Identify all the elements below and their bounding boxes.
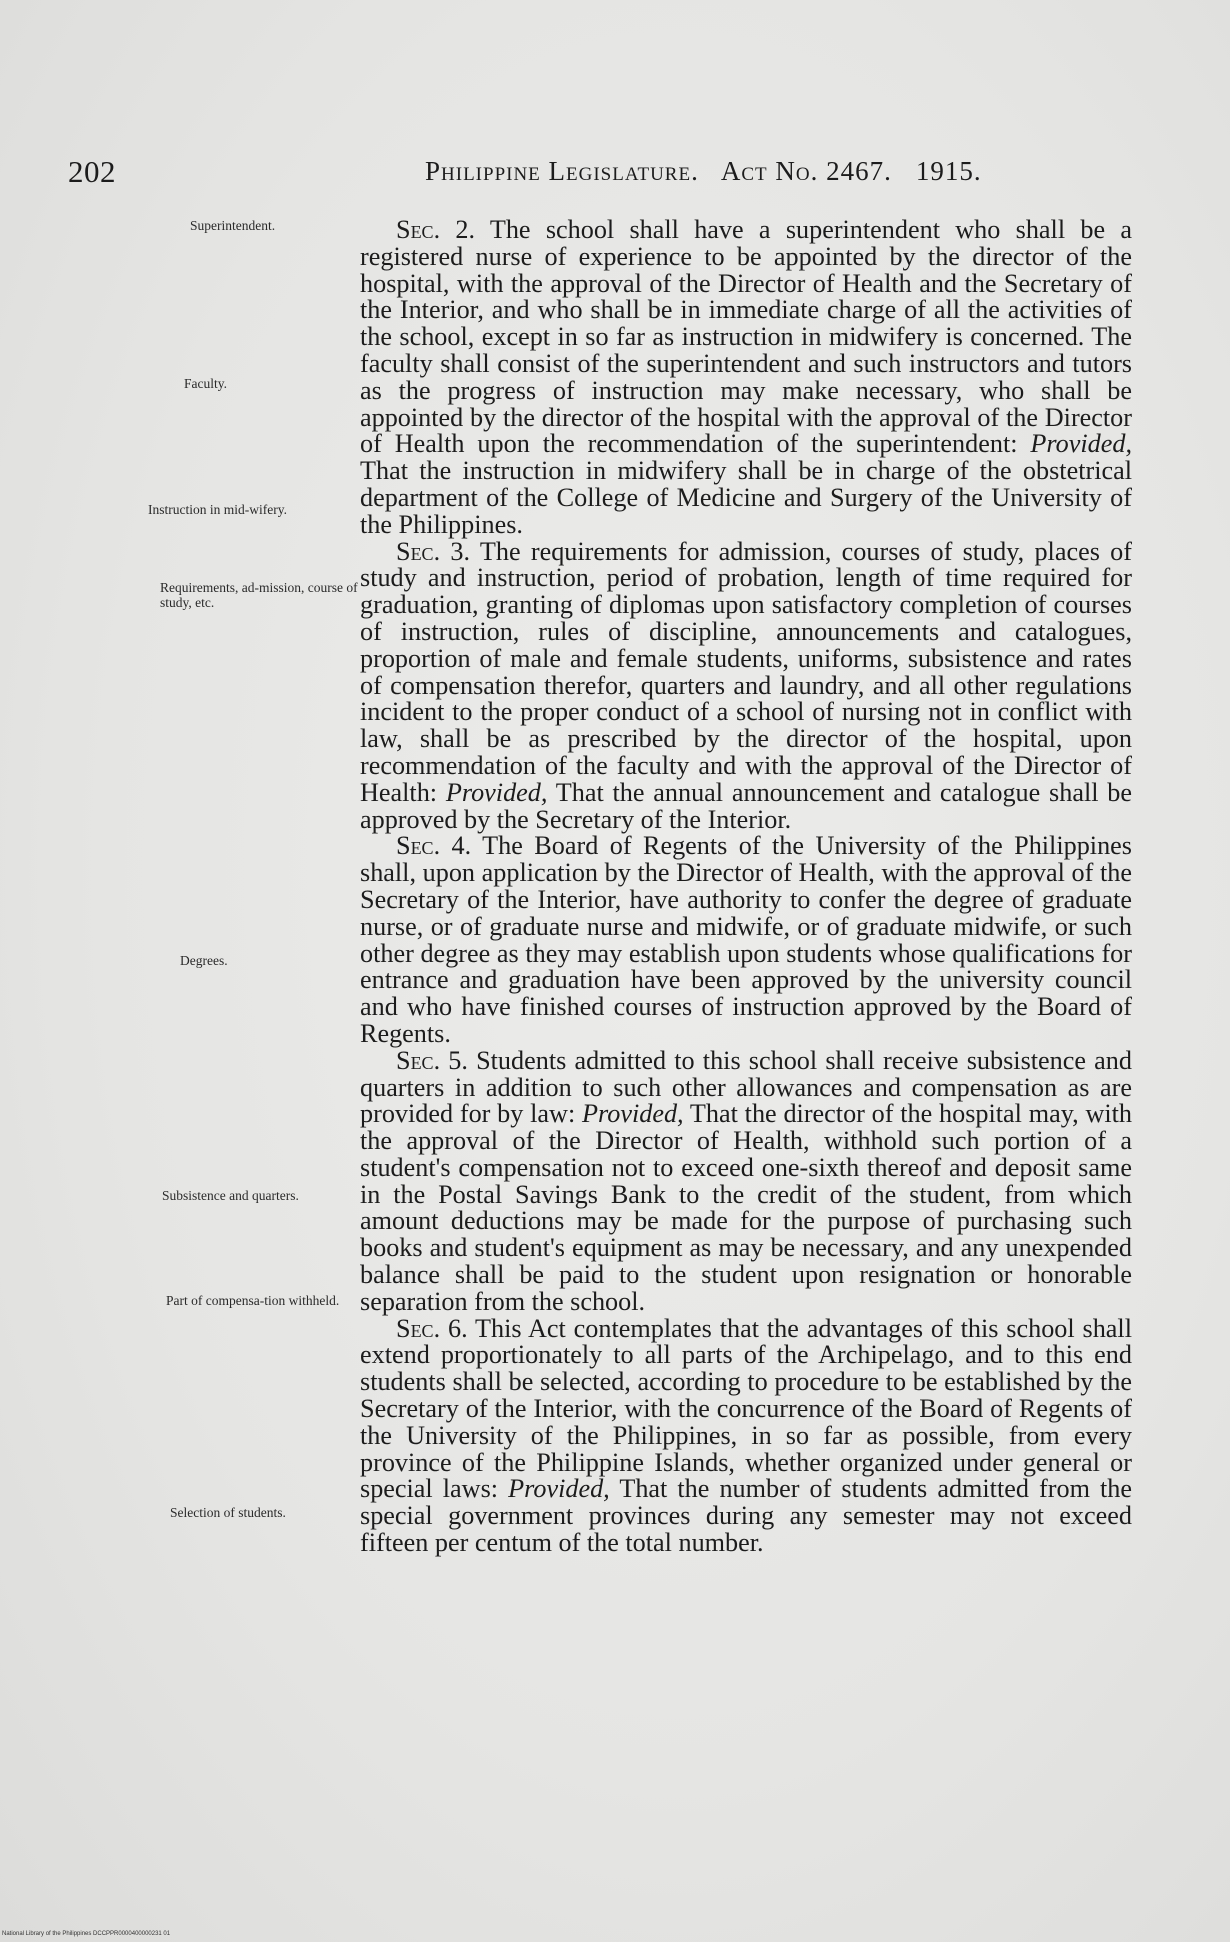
margin-note-superintendent: Superintendent. xyxy=(190,218,276,233)
section-text: This Act contemplates that the advantages of this school shall extend proportionately to all parts of the Archipelago, and to this end students shall be selected, according to procedure to be established by the Secretary of the Interior, with the concurrence of the Board of Regents of the University of the Philippines, in so far as possible, from every province of the Philippine Islands, whether organized under general or special laws: xyxy=(360,1313,1132,1504)
running-head-year: 1915. xyxy=(915,156,982,186)
section-4 xyxy=(360,833,1132,1047)
section-label: Sec. 6. xyxy=(396,1313,468,1343)
proviso: Provided, xyxy=(1030,429,1132,459)
margin-note-selection-students: Selection of students. xyxy=(170,1505,286,1520)
section-text-continued: That the annual announcement and catalogue shall be approved by the Secretary of the Interior. xyxy=(360,777,1132,834)
margin-note-requirements: Requirements, ad-mission, course of study, etc. xyxy=(160,580,358,610)
section-text: The requirements for admission, courses of study, places of study and instruction, period of probation, length of time required for graduation, granting of diplomas upon satisfactory completion of courses of instruction, rules of discipline, announcements and catalogues, proportion of male and female students, uniforms, subsistence and rates of compensation therefor, quarters and laundry, and all other regulations incident to the proper conduct of a school of nursing not in conflict with law, shall be as prescribed by the director of the hospital, upon recommendation of the faculty and with the approval of the Director of Health: xyxy=(360,536,1132,807)
section-2 xyxy=(360,217,1132,539)
section-label: Sec. 4. xyxy=(396,831,472,861)
section-label: Sec. 5. xyxy=(396,1045,468,1075)
section-label: Sec. 2. xyxy=(396,215,476,244)
running-head xyxy=(425,156,982,187)
margin-note-faculty: Faculty. xyxy=(184,376,227,391)
section-text-continued: That the director of the hospital may, with the approval of the Director of Health, withhold such portion of a student's compensation not to exceed one-sixth thereof and deposit same in the Postal Savings Bank to the credit of the student, from which amount deductions may be made for the purpose of purchasing such books and student's equipment as may be necessary, and any unexpended balance shall be paid to the student upon resignation or honorable separation from the school. xyxy=(360,1099,1133,1316)
page-number: 202 xyxy=(68,154,116,189)
section-text: The Board of Regents of the University of the Philippines shall, upon application by the Director of Health, with the approval of the Secretary of the Interior, have authority to confer the degree of graduate nurse, or of graduate nurse and midwife, or of graduate midwife, or such other degree as they may establish upon students whose qualifications for entrance and graduation have been approved by the university council and who have finished courses of instruction approved by the Board of Regents. xyxy=(360,831,1132,1048)
section-6 xyxy=(360,1313,1133,1558)
section-label: Sec. 3. xyxy=(396,536,471,566)
proviso: Provided, xyxy=(508,1474,610,1504)
scan-footer: National Library of the Philippines DCCPPR0000400000231 01 xyxy=(2,1931,171,1937)
act-body-text xyxy=(360,217,1132,1557)
running-head-title: Philippine Legislature. xyxy=(425,156,699,186)
margin-note-compensation-withheld: Part of compensa-tion withheld. xyxy=(166,1293,340,1308)
proviso: Provided, xyxy=(445,777,548,807)
section-text-continued: That the number of students admitted from the special government provinces during any semester may not exceed fifteen per centum of the total number. xyxy=(360,1474,1133,1558)
margin-note-subsistence: Subsistence and quarters. xyxy=(162,1188,299,1203)
proviso: Provided, xyxy=(582,1099,684,1129)
margin-note-degrees: Degrees. xyxy=(180,953,228,968)
section-text: Students admitted to this school shall receive subsistence and quarters in addition to such other allowances and compensation as are provided for by law: xyxy=(360,1045,1132,1129)
section-text: The school shall have a superintendent who shall be a registered nurse of experience to be appointed by the director of the hospital, with the approval of the Director of Health and the Secretary of the Interior, and who shall be in immediate charge of all the activities of the school, except in so far as instruction in midwifery is concerned. The faculty shall consist of the superintendent and such instructors and tutors as the progress of instruction may make necessary, who shall be appointed by the director of the hospital with the approval of the Director of Health upon the recommendation of the superintendent: xyxy=(360,215,1132,459)
section-5 xyxy=(360,1045,1133,1316)
margin-note-instruction-midwifery: Instruction in mid-wifery. xyxy=(148,502,287,517)
section-3 xyxy=(360,536,1132,834)
section-text-continued: That the instruction in midwifery shall be in charge of the obstetrical department of the College of Medicine and Surgery of the University of the Philippines. xyxy=(360,456,1132,539)
running-head-act: Act No. 2467. xyxy=(720,156,892,186)
